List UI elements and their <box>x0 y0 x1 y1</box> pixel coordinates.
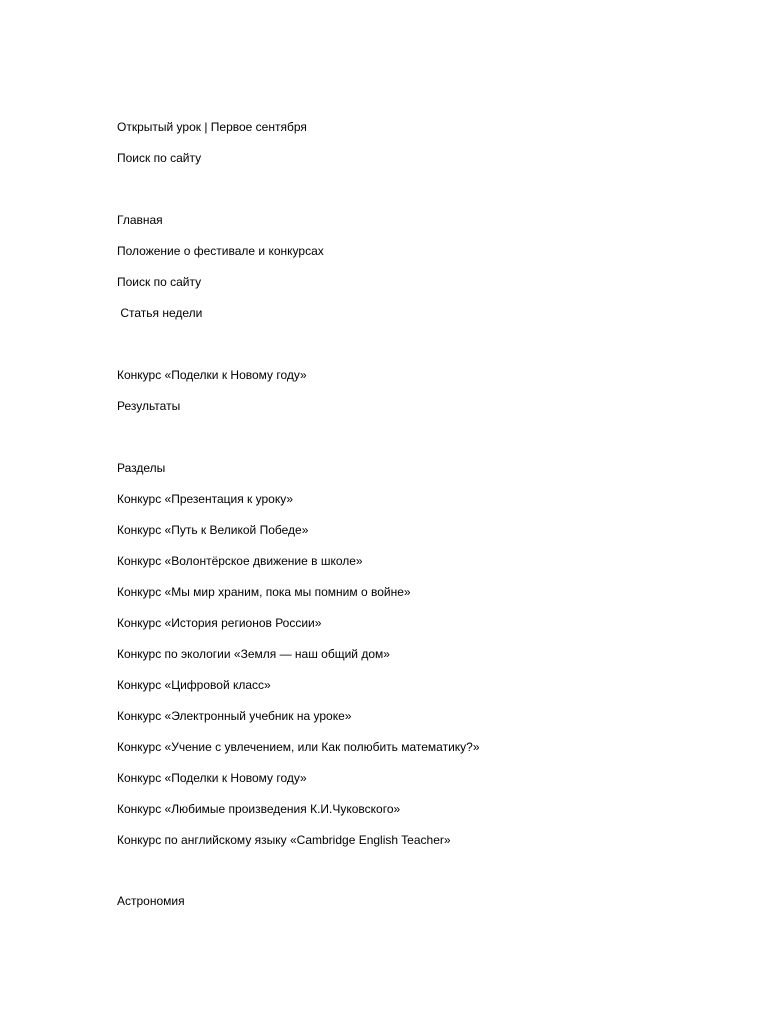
search-link-top[interactable]: Поиск по сайту <box>117 151 202 165</box>
section-item[interactable]: Конкурс «Мы мир храним, пока мы помним о войне» <box>117 585 411 599</box>
nav-home-link[interactable]: Главная <box>117 213 163 227</box>
nav-search-link[interactable]: Поиск по сайту <box>117 275 202 289</box>
astronomy-link[interactable]: Астрономия <box>117 894 185 908</box>
nav-regulations-link[interactable]: Положение о фестивале и конкурсах <box>117 244 324 258</box>
sections-heading: Разделы <box>117 461 166 475</box>
section-item[interactable]: Конкурс по экологии «Земля — наш общий дом» <box>117 647 390 661</box>
section-item[interactable]: Конкурс «Презентация к уроку» <box>117 492 294 506</box>
section-item[interactable]: Конкурс «Путь к Великой Победе» <box>117 523 309 537</box>
section-item[interactable]: Конкурс «Волонтёрское движение в школе» <box>117 554 363 568</box>
section-item[interactable]: Конкурс «Учение с увлечением, или Как полюбить математику?» <box>117 740 480 754</box>
featured-contest-link[interactable]: Конкурс «Поделки к Новому году» <box>117 368 307 382</box>
site-title[interactable]: Открытый урок | Первое сентября <box>117 120 307 134</box>
section-item[interactable]: Конкурс «Любимые произведения К.И.Чуковского» <box>117 802 401 816</box>
section-item[interactable]: Конкурс «Электронный учебник на уроке» <box>117 709 352 723</box>
results-link[interactable]: Результаты <box>117 399 181 413</box>
section-item[interactable]: Конкурс «Поделки к Новому году» <box>117 771 307 785</box>
section-item[interactable]: Конкурс по английскому языку «Cambridge English Teacher» <box>117 833 451 847</box>
section-item[interactable]: Конкурс «История регионов России» <box>117 616 322 630</box>
section-item[interactable]: Конкурс «Цифровой класс» <box>117 678 271 692</box>
nav-article-of-week-link[interactable]: Статья недели <box>117 306 203 320</box>
